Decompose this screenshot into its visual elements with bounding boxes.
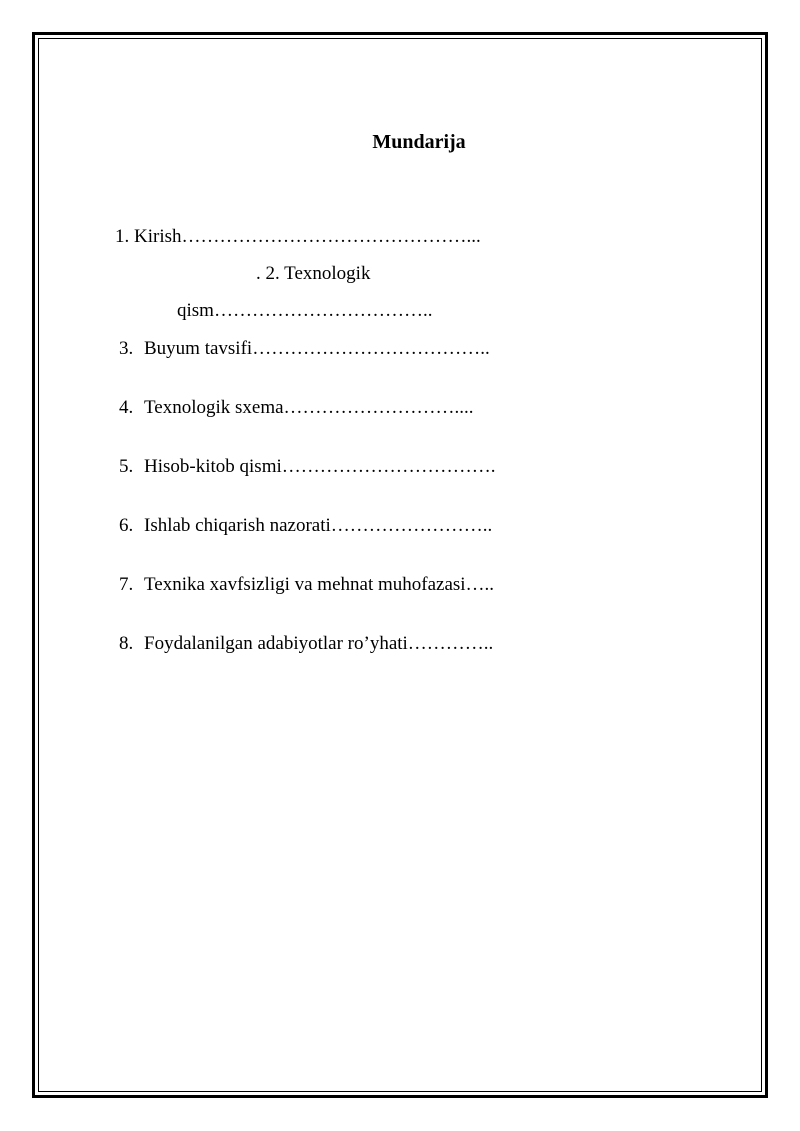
toc-entry-text: Texnologik <box>284 263 371 284</box>
page-border-inner <box>38 38 762 1092</box>
toc-entry-5 <box>119 455 496 479</box>
toc-entry-8 <box>119 632 493 656</box>
toc-entry-number: 4. <box>119 397 134 418</box>
document-title: Mundarija <box>372 131 466 153</box>
toc-entry-2-continued <box>177 299 432 323</box>
toc-entry-text: Texnologik sxema……………………….... <box>144 397 474 418</box>
toc-entry-1 <box>115 225 481 249</box>
toc-entry-text: Buyum tavsifi……………………………….. <box>144 338 490 359</box>
toc-entry-number: 7. <box>119 574 134 595</box>
toc-entry-number: 8. <box>119 633 134 654</box>
toc-entry-number: 5. <box>119 456 134 477</box>
toc-entry-2 <box>256 262 370 286</box>
toc-entry-text: Kirish………………………………………... <box>134 226 481 247</box>
toc-entry-4 <box>119 396 474 420</box>
toc-entry-text: Foydalanilgan adabiyotlar ro’yhati………….. <box>144 633 494 654</box>
toc-entry-text: Hisob-kitob qismi……………………………. <box>144 456 496 477</box>
toc-entry-text: Texnika xavfsizligi va mehnat muhofazasi….. <box>144 574 495 595</box>
toc-entry-3 <box>119 337 490 361</box>
toc-entry-text: Ishlab chiqarish nazorati…………………….. <box>144 515 493 536</box>
toc-entry-number: . 2. <box>256 263 280 284</box>
toc-entry-7 <box>119 573 494 597</box>
toc-entry-number: 1. <box>115 226 130 247</box>
toc-entry-number: 3. <box>119 338 134 359</box>
toc-entry-6 <box>119 514 492 538</box>
toc-entry-text: qism…………………………….. <box>177 300 433 321</box>
toc-entry-number: 6. <box>119 515 134 536</box>
